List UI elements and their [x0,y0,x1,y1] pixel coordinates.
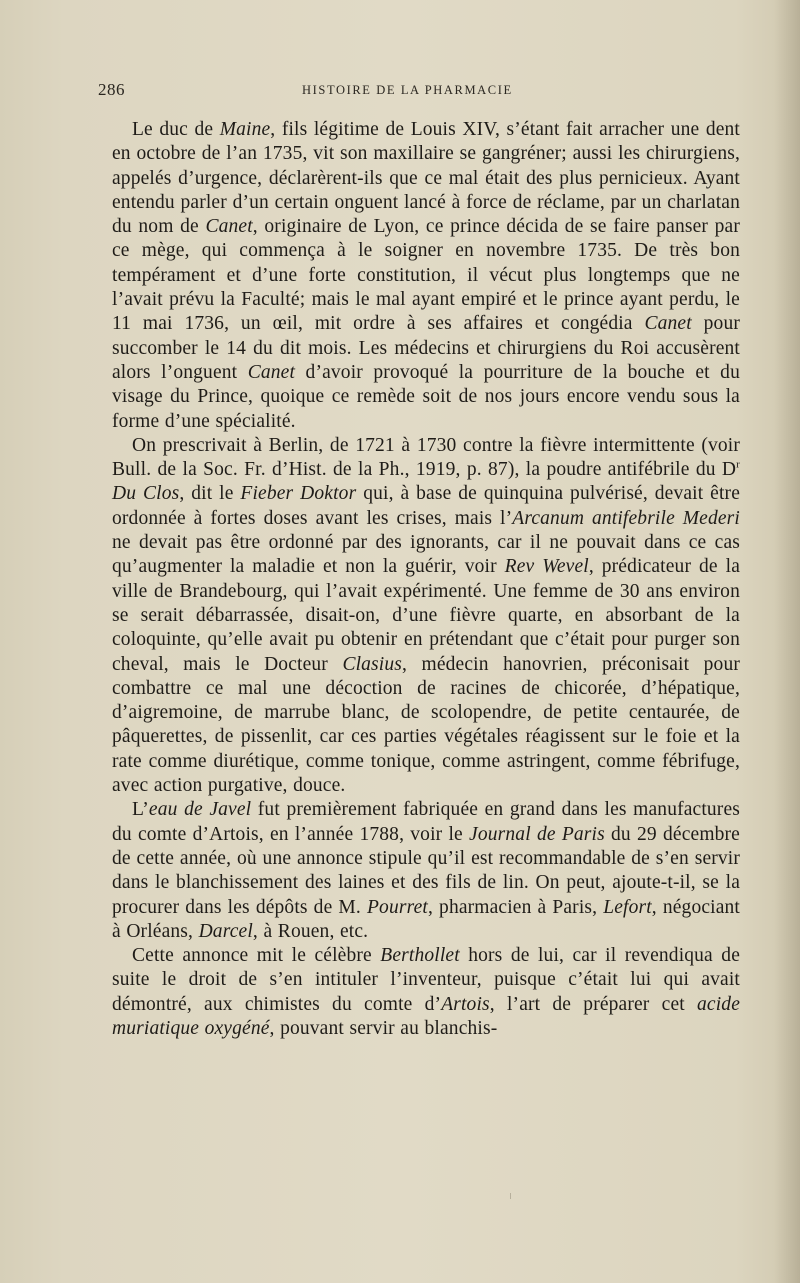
italic-text: Rev Wevel [504,556,589,578]
body-text [112,118,740,1041]
paragraph [112,944,740,1041]
text-segment: , à Rouen, etc. [252,920,369,942]
text-segment: , prédicateur de la ville de Brandebourg, qui l’avait expérimenté. Une femme de 30 ans environ se serait débarrassée, disait-on, d’une fièvre quarte, en absorbant de la coloquinte, qu’elle avait pu obtenir en prétendant que c’était pour purger son cheval, mais le Docteur [112,556,740,675]
text-segment: On prescrivait à Berlin, de 1721 à 1730 contre la fièvre intermittente (voir Bull. de la Soc. Fr. d’Hist. de la Ph., 1919, p. 87), la poudre antifébrile du D [112,434,740,481]
text-segment: , négociant à Orléans, [112,896,740,942]
italic-text: Berthollet [380,945,460,967]
italic-text: Maine [219,119,271,140]
text-segment: qui, à base de quinquina pulvérisé, devait être ordonnée à fortes doses avant les crises, mais l’ [112,483,740,529]
text-segment: , médecin hanovrien, préconisait pour combattre ce mal une décoction de racines de chicorée, d’hépatique, d’aigremoine, de marrube blanc, de scolopendre, de petite centaurée, de pâquerettes, de pissenlit, car ces parties végétales réagissent sur le foie et la rate comme diurétique, comme tonique, comme astringent, comme fébrifuge, avec action purgative, douce. [112,653,740,797]
italic-text: Lefort [603,896,652,918]
italic-text: acide muriatique oxygéné [112,993,740,1039]
text-segment: , fils légitime de Louis XIV, s’étant fait arracher une dent en octobre de l’an 1735, vit son maxillaire se gangréner; aussi les chirurgiens, appelés d’urgence, déclarèrent-ils que ce mal était des plus pernicieux. Ayant entendu parler d’un certain onguent lancé à force de réclame, par un charlatan du nom de [112,119,740,238]
text-segment: , l’art de préparer cet [489,993,698,1015]
page-number: 286 [98,80,125,99]
running-head: HISTOIRE DE LA PHARMACIE [302,83,513,97]
italic-text: eau de Javel [148,799,252,821]
text-segment: ne devait pas être ordonné par des ignorants, car il ne pouvait dans ce cas qu’augmenter la maladie et non la guérir, voir [112,532,740,578]
italic-text: Du Clos [112,483,180,505]
italic-text: Canet [247,361,296,383]
text-segment: Le duc de [132,119,220,140]
italic-text: Pourret [366,896,428,918]
page-mark [510,1193,511,1199]
text-segment: hors de lui, car il revendiqua de suite le droit de s’en intituler l’inventeur, puisque c’était lui qui avait démontré, aux chimistes du comte d’ [112,945,741,1015]
text-segment: , pouvant servir au blanchis- [269,1017,498,1039]
text-segment: pour succomber le 14 du dit mois. Les médecins et chirurgiens du Roi accusèrent alors l’onguent [112,313,740,383]
superscript-text: r [736,458,740,471]
italic-text: Darcel [198,920,253,942]
paragraph [112,798,740,944]
italic-text: Arcanum antifebrile Mederi [512,507,740,529]
text-segment: , dit le [179,483,241,505]
paragraph [112,118,740,434]
page-header [98,80,740,102]
text-segment: , pharmacien à Paris, [427,896,604,918]
text-segment: fut premièrement fabriquée en grand dans les manufactures du comte d’Artois, en l’année 1788, voir le [112,799,740,845]
italic-text: Artois [441,993,490,1015]
text-segment: Cette annonce mit le célèbre [132,945,381,967]
italic-text: Fieber Doktor [240,483,357,505]
text-segment: L’ [132,799,149,821]
text-segment: d’avoir provoqué la pourriture de la bouche et du visage du Prince, quoique ce remède soit de nos jours encore vendu sous la forme d’une spécialité. [112,361,740,432]
paragraph [112,434,740,798]
text-segment: , originaire de Lyon, ce prince décida de se faire panser par ce mège, qui commença à le soigner en novembre 1735. De très bon tempérament et d’une forte constitution, il vécut plus longtemps que ne l’avait prévu la Faculté; mais le mal ayant empiré et le prince ayant perdu, le 11 mai 1736, un œil, mit ordre à ses affaires et congédia [112,216,741,335]
italic-text: Clasius [342,653,403,675]
italic-text: Journal de Paris [469,823,605,845]
text-segment: du 29 décembre de cette année, où une annonce stipule qu’il est recommandable de s’en servir dans le blanchissement des laines et des fils de lin. On peut, ajoute-t-il, se la procurer dans les dépôts de M. [112,823,740,918]
italic-text: Canet [644,313,692,335]
italic-text: Canet [205,216,253,238]
